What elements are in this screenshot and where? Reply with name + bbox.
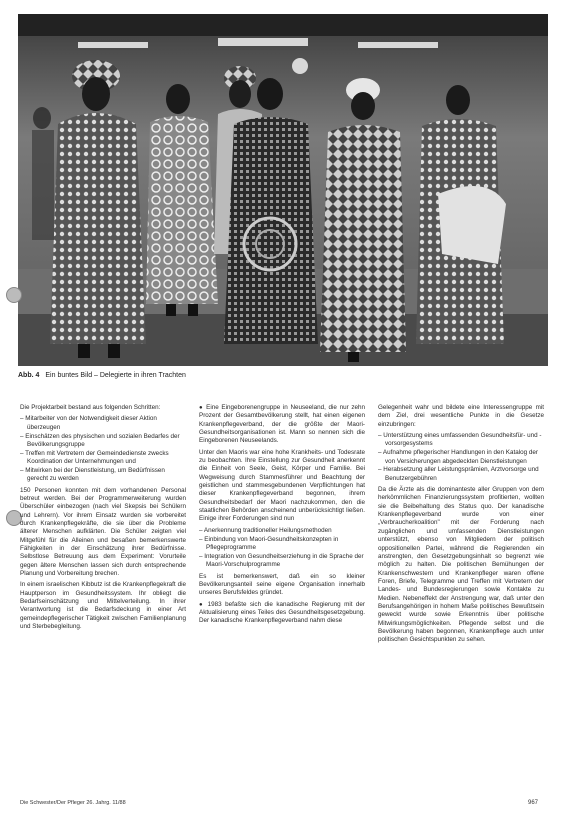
col1-paragraph-2: In einem israelischen Kibbutz ist die Krankenpflegekraft die Hauptperson im Gesundheitssystem. Ihr obliegt die Bedarfseinschätzung und Mittelverteilung. In ihrer Verantwortung ist die Bedarfsdeckung in einer Art gemeindepflegerischer Tätigkeit zwischen Familienplanung und Sterbebegleitung. [20,581,186,631]
list-item: – Anerkennung traditioneller Heilungsmethoden [199,527,365,535]
delegates-photo [18,14,548,366]
list-item: – Unterstützung eines umfassenden Gesundheitsfür- und -vorsorgesystems [378,432,544,449]
col3-paragraph-2: Da die Ärzte als die dominanteste aller Gruppen von dem herkömmlichen Finanzierungssystem profitierten, wollten sie die Beibehaltung des Status quo. Der kanadische Krankenpflegeverband wurde von einer „Verbraucherkoalition" mit der Forderung nach zugänglichen und umfassenden Dienstleistungen unterstützt, ebenso von Mitgliedern der politisch oppositionellen Partei, während die Regierenden ein anstrengten, den Gesetzgebungsinhalt so begrenzt wie möglich zu halten. Die politischen Bemühungen der Krankenschwestern und Krankenpfleger waren offene Foren, Briefe, Telegramme und Treffen mit Vertretern der Landes- und Bundesregierungen sowie Kontakte zu Medien. Nebeneffekt der Anstrengung war, daß unter den Berufsangehörigen in hohem Maße politisches Bewußtsein geweckt wurde sowie Erkenntnis über politische Mitwirkungsmöglichkeiten. Pflegende selbst und die Bevölkerung haben begonnen, Krankenpflege auch unter politischen Gesichtspunkten zu sehen. [378,486,544,644]
col2-paragraph-4 [199,601,365,626]
list-item: – Treffen mit Vertretern der Gemeindedienste zwecks Koordination der Unternehmungen und [20,450,186,467]
list-item: – Integration von Gesundheitserziehung in die Sprache der Maori-Vorschulprogramme [199,553,365,570]
page-number: 967 [528,800,539,806]
col2-p4-text: 1983 befaßte sich die kanadische Regierung mit der Aktualisierung eines Teiles des Gesundheitsgesetzgebung. Der kanadische Krankenpflegeverband nahm diese [199,600,365,625]
list-item: – Herabsetzung aller Leistungsprämien, Arztvorsorge und Benutzergebühren [378,466,544,483]
col2-paragraph-2: Unter den Maoris war eine hohe Krankheits- und Todesrate zu beobachten. Ihre Einstellung zur Gesundheit anerkennt die Einheit von Seele, Geist, Körper und Familie. Bei Wegweisung durch Stammesführer und Beachtung der geistlichen und stammesgebundenen Verpflichtungen hat dieser Krankenpflegeverband begonnen, ihrem Gesundheitsbedarf der Maori nachzukommen, den die staatlichen Behörden anscheinend unberücksichtigt ließen. Einige ihrer Forderungen sind nun [199,448,365,523]
caption-label: Abb. 4 [18,372,40,379]
column-3 [378,404,544,648]
col1-list [20,415,186,483]
col2-list [199,527,365,570]
col2-paragraph-1 [199,404,365,446]
list-item: – Aufnahme pflegerischer Handlungen in den Katalog der von Versicherungen abgedeckten Dienstleistungen [378,449,544,466]
punch-hole-top [6,287,22,303]
column-2 [199,404,365,629]
col3-list [378,432,544,483]
list-item: – Mitarbeiter von der Notwendigkeit dieser Aktion überzeugen [20,415,186,432]
list-item: – Einschätzen des physischen und sozialen Bedarfes der Bevölkerungsgruppe [20,433,186,450]
column-1 [20,404,186,634]
figure-caption [18,372,538,379]
col1-intro: Die Projektarbeit bestand aus folgenden Schritten: [20,404,161,411]
col2-paragraph-3: Es ist bemerkenswert, daß ein so kleiner Bevölkerungsanteil seine eigene Organisation innerhalb unseres Berufsfeldes gründet. [199,572,365,597]
col2-p1-text: Eine Eingeborenengruppe in Neuseeland, die nur zehn Prozent der Gesamtbevölkerung stellt, hat einen eigenen Krankenpflegeverband, der die größte der Maori-Gesundheitsorganisationen ist. Mann so nennen sich die Eingeborenen Neuseelands. [199,404,365,445]
journal-reference: Die Schwester/Der Pfleger 26. Jahrg. 11/88 [20,800,126,806]
list-item: – Einbindung von Maori-Gesundheitskonzepten in Pflegeprogramme [199,536,365,553]
col1-paragraph-1: 150 Personen konnten mit dem vorhandenen Personal betreut werden. Bei der Programmerweiterung wurden Überschüler einbezogen (nach viel Skepsis bei Schülern und Lehrern). Vor ihrem Einsatz wurden sie vorbereitet durch Krankenpflegekräfte, die sie über die Probleme älterer Menschen aufklärten. Die Schüler zeigten viel Mitgefühl für die Alleinen und besaßen bemerkenswerte Fähigkeiten in der Einschätzung ihrer Bedürfnisse. Selbstlose Betreuung aus dem Experiment: Vorurteile gegen ältere Menschen lassen sich durch entsprechende Planung und Vorbereitung brechen. [20,486,186,578]
caption-text: Ein buntes Bild – Delegierte in ihren Trachten [45,372,186,379]
list-item: – Mitwirken bei der Dienstleistung, um Bedürfnissen gerecht zu werden [20,467,186,484]
col3-paragraph-1: Gelegenheit wahr und bildete eine Interessengruppe mit dem Ziel, drei wesentliche Punkte in die Gesetze einzubringen: [378,404,544,428]
